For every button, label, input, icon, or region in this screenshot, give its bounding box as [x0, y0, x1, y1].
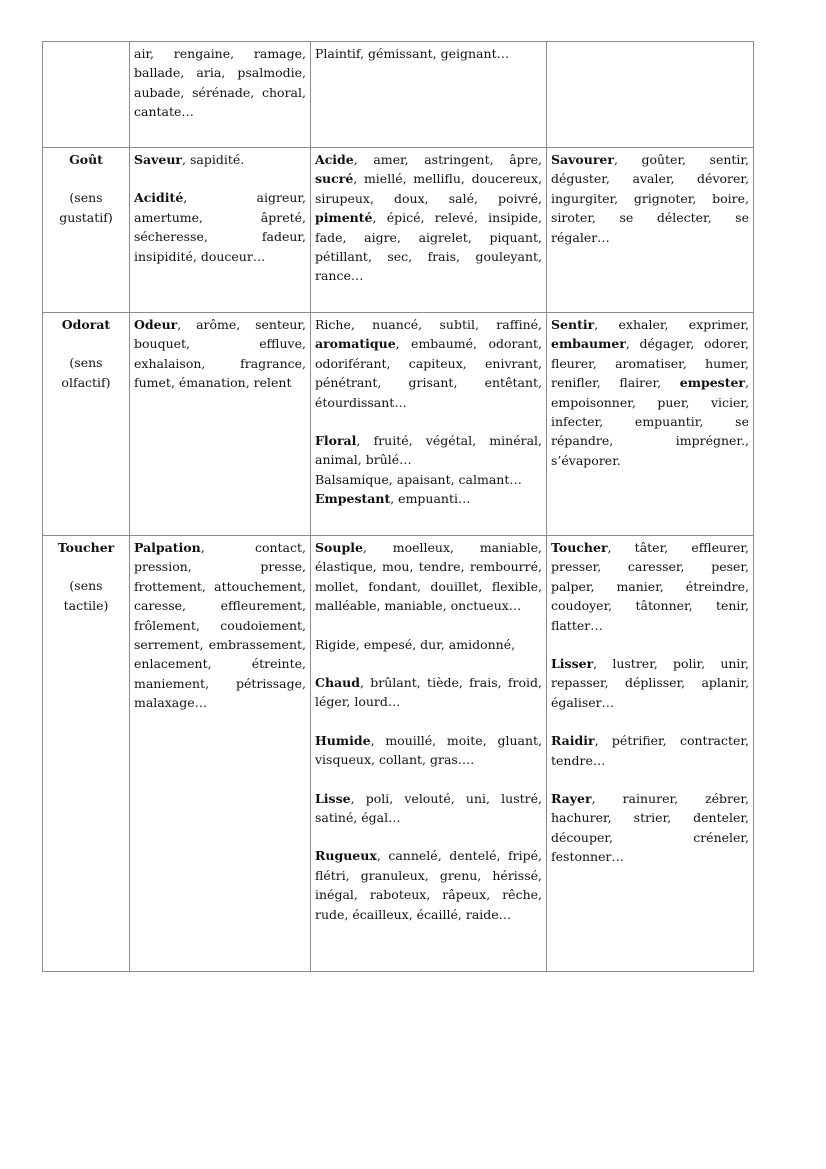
- word-list: , miellé, melliflu, doucereux, sirupeux, doux, salé, poivré,: [315, 171, 542, 206]
- word-list: , exhaler, exprimer,: [594, 317, 749, 332]
- word-list: , goûter, sentir, déguster, avaler, dévorer, ingurgiter, grignoter, boire, siroter, se délecter, se régaler…: [551, 152, 749, 245]
- sense-subtitle: (sens olfactif): [61, 355, 111, 390]
- table-row: [43, 536, 754, 972]
- word-list: , arôme, senteur, bouquet, effluve, exhalaison, fragrance, fumet, émanation, relent: [134, 317, 306, 391]
- word-group: [134, 188, 306, 266]
- keyword: Saveur: [134, 152, 183, 167]
- word-list: , empoisonner, puer, vicier, infecter, empuantir, se répandre, imprégner., s’évaporer.: [551, 375, 749, 468]
- word-list: , mouillé, moite, gluant, visqueux, collant, gras….: [315, 732, 542, 768]
- word-group: [315, 538, 542, 616]
- word-list: , tâter, effleurer, presser, caresser, peser, palper, manier, étreindre, coudoyer, tâtonner, tenir, flatter…: [551, 540, 749, 633]
- keyword: Savourer: [551, 152, 614, 167]
- word-group: [551, 315, 749, 470]
- sense-subtitle: (sens gustatif): [59, 190, 113, 225]
- word-list: , cannelé, dentelé, fripé, flétri, granuleux, grenu, hérissé, inégal, raboteux, râpeux, rêche, rude, écailleux, écaillé, raide…: [315, 848, 542, 922]
- keyword: sucré: [315, 171, 354, 187]
- word-list: , contact, pression, presse, frottement, attouchement, caresse, effleurement, frôlement, coudoiement, serrement, embrassement, enlacement, étreinte, maniement, pétrissage, malaxage…: [134, 540, 306, 711]
- word-group: [134, 315, 306, 393]
- sense-cell: [43, 536, 130, 972]
- word-list: air, rengaine, ramage, ballade, aria, psalmodie, aubade, sérénade, choral, cantate…: [134, 46, 306, 120]
- word-group: [315, 489, 542, 508]
- word-list: Riche, nuancé, subtil, raffiné,: [315, 317, 542, 332]
- word-list: , rainurer, zébrer, hachurer, strier, denteler, découper, créneler, festonner…: [551, 791, 749, 865]
- keyword: Rayer: [551, 791, 592, 807]
- verbs-cell: [547, 536, 754, 972]
- word-list: Rigide, empesé, dur, amidonné,: [315, 636, 516, 652]
- word-list: , sapidité.: [182, 152, 245, 167]
- nouns-cell: [130, 536, 311, 972]
- word-group: [315, 315, 542, 412]
- keyword: Toucher: [551, 540, 608, 555]
- sense-subtitle: (sens tactile): [63, 578, 109, 613]
- adjectives-cell: [311, 313, 547, 536]
- word-group: [315, 789, 542, 828]
- word-list: , épicé, relevé, insipide, fade, aigre, aigrelet, piquant, pétillant, sec, frais, gouleyant, rance…: [315, 210, 542, 284]
- sense-title: Toucher: [57, 540, 115, 555]
- verbs-cell: [547, 148, 754, 313]
- keyword: Acidité: [134, 190, 184, 206]
- word-group: [551, 731, 749, 770]
- word-list: , amer, astringent, âpre,: [353, 152, 542, 167]
- word-group: [134, 150, 306, 169]
- word-group: [315, 44, 542, 63]
- keyword: Palpation: [134, 540, 201, 555]
- verbs-cell: [547, 313, 754, 536]
- word-list: , dégager, odorer, fleurer, aromatiser, humer, renifler, flairer,: [551, 336, 749, 391]
- nouns-cell: [130, 148, 311, 313]
- word-group: [315, 673, 542, 712]
- word-group: [315, 731, 542, 770]
- table-row: [43, 148, 754, 313]
- vocabulary-table: [42, 41, 754, 972]
- word-group: [551, 538, 749, 635]
- word-list: Balsamique, apaisant, calmant…: [315, 471, 522, 487]
- adjectives-cell: [311, 536, 547, 972]
- adjectives-cell: [311, 42, 547, 148]
- word-list: , moelleux, maniable, élastique, mou, tendre, rembourré, mollet, fondant, douillet, flexible, malléable, maniable, onctueux…: [315, 540, 542, 614]
- keyword: Sentir: [551, 317, 595, 332]
- keyword: Empestant: [315, 491, 391, 507]
- word-list: , poli, velouté, uni, lustré, satiné, égal…: [315, 790, 542, 826]
- word-group: [315, 470, 542, 489]
- word-group: [551, 654, 749, 712]
- table-row: [43, 313, 754, 536]
- word-list: , empuanti…: [390, 491, 471, 507]
- adjectives-cell: [311, 148, 547, 313]
- word-list: , brûlant, tiède, frais, froid, léger, lourd…: [315, 675, 542, 710]
- table-row: [43, 42, 754, 148]
- word-group: [315, 150, 542, 286]
- word-group: [134, 538, 306, 713]
- word-list: , fruité, végétal, minéral, animal, brûlé…: [315, 433, 542, 468]
- word-list: , embaumé, odorant, odoriférant, capiteux, enivrant, pénétrant, grisant, entêtant, étourdissant…: [315, 336, 542, 410]
- word-list: Plaintif, gémissant, geignant…: [315, 46, 510, 61]
- word-group: [315, 635, 542, 654]
- keyword: Raidir: [551, 733, 595, 749]
- keyword: empester: [679, 375, 746, 391]
- word-list: , lustrer, polir, unir, repasser, déplisser, aplanir, égaliser…: [551, 656, 749, 710]
- sense-cell: [43, 148, 130, 313]
- keyword: Floral: [315, 433, 357, 449]
- keyword: aromatique: [315, 336, 396, 352]
- word-group: [315, 846, 542, 924]
- keyword: Lisser: [551, 656, 594, 672]
- word-group: [551, 789, 749, 867]
- word-list: , pétrifier, contracter, tendre…: [551, 733, 749, 768]
- keyword: Rugueux: [315, 848, 377, 864]
- nouns-cell: [130, 313, 311, 536]
- verbs-cell: [547, 42, 754, 148]
- word-group: [315, 431, 542, 470]
- sense-cell: [43, 313, 130, 536]
- sense-title: Goût: [69, 152, 103, 167]
- nouns-cell: [130, 42, 311, 148]
- keyword: Acide: [315, 152, 354, 167]
- keyword: Souple: [315, 540, 363, 555]
- keyword: Lisse: [315, 790, 351, 806]
- keyword: Chaud: [315, 675, 360, 691]
- word-list: , aigreur, amertume, âpreté, sécheresse, fadeur, insipidité, douceur…: [134, 190, 306, 264]
- word-group: [551, 150, 749, 247]
- keyword: pimenté: [315, 210, 373, 226]
- keyword: Odeur: [134, 317, 178, 332]
- keyword: Humide: [315, 732, 371, 748]
- word-group: [134, 44, 306, 122]
- table-body: [43, 42, 754, 972]
- sense-cell: [43, 42, 130, 148]
- keyword: embaumer: [551, 336, 626, 352]
- sense-title: Odorat: [61, 317, 111, 332]
